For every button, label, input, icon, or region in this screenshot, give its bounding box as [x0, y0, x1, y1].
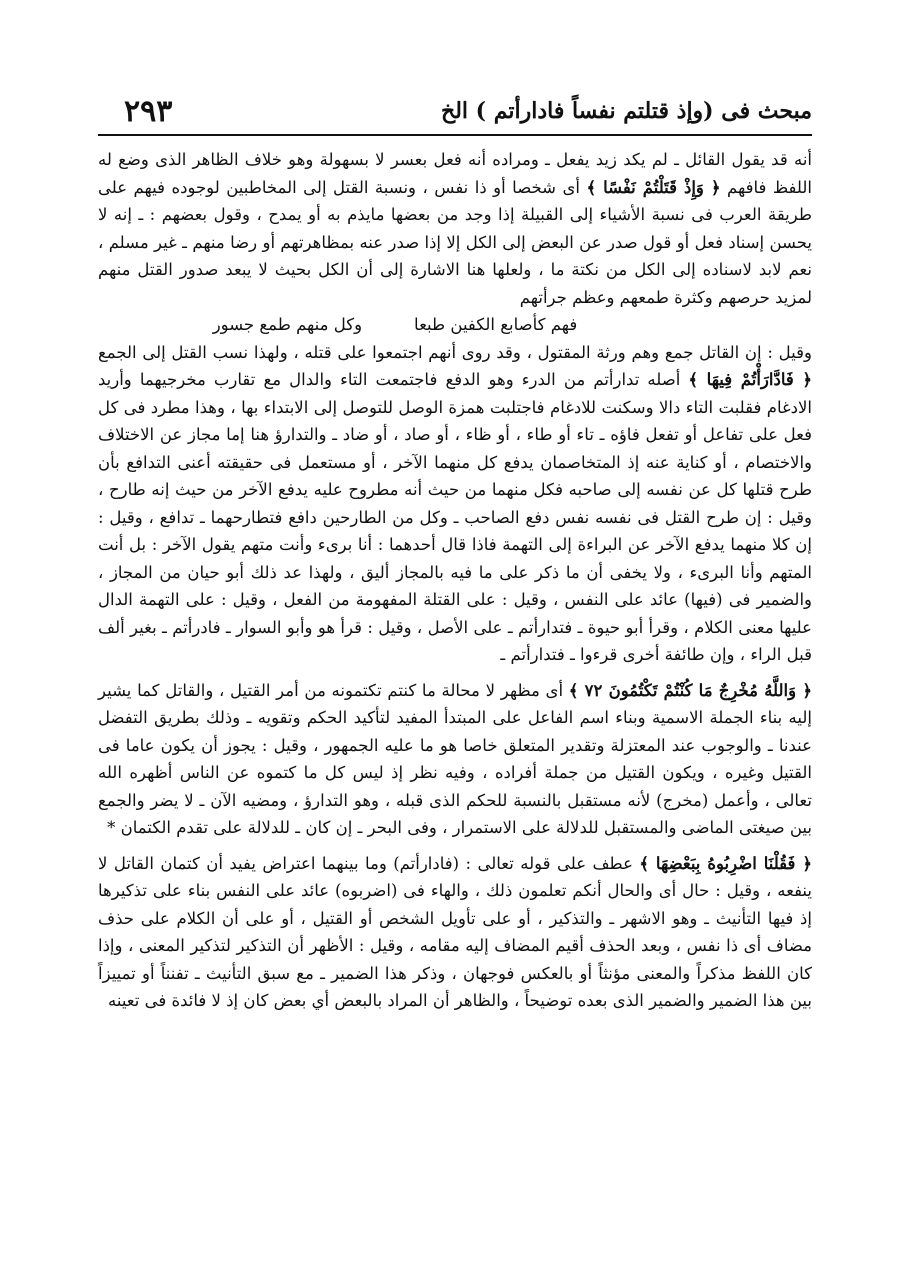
running-title: مبحث فى (وإذ قتلتم نفساً فادارأتم ) الخ [441, 98, 812, 124]
header-divider [98, 134, 812, 136]
poetry-verse [98, 311, 812, 339]
verse-second-hemistich: وكل منهم طمع جسور [212, 315, 363, 334]
paragraph-1 [98, 146, 812, 311]
paragraph-gap [98, 669, 812, 677]
body-text [98, 146, 812, 1015]
paragraph-2 [98, 339, 812, 669]
quran-verse-4: ﴿ فَقُلْنَا اضْرِبُوهُ بِبَعْضِهَا ﴾ [639, 853, 812, 873]
paragraph-2-text-after: أصله تدارأتم من الدرء وهو الدفع فاجتمعت التاء والدال مع تقارب مخرجيهما وأريد الادغام فقلبت التاء دالا وسكنت للادغام فاجتلبت همزة الوصل للتوصل إلى الابتداء بها ، وهذا مطرد فى كل فعل على تفاعل أو تفعل فاؤه ـ تاء أو طاء ، أو ظاء ، أو صاد ، أو ضاد ـ والتدارؤ هنا إما مجاز عن الاختلاف والاختصام ، أو كناية عنه إذ المتخاصمان يدفع كل منهما الآخر ، أو مستعمل فى حقيقته أعنى التدافع بأن طرح قتلها كل عن نفسه إلى صاحبه فكل منهما من حيث أنه مطروح عليه يدفع الآخر من حيث إنه طارح ، وقيل : إن طرح القتل فى نفسه نفس دفع الصاحب ـ وكل من الطارحين دافع فتطارحهما ـ تدافع ، وقيل : إن كلا منهما يدفع الآخر عن البراءة إلى التهمة فاذا قال أحدهما : أنا برىء وأنت متهم يقول الآخر : بل أنت المتهم وأنا البرىء ، ولا يخفى أن ما ذكر على ما فيه بالمجاز أليق ، ولهذا عد ذلك أبو حيان من المجاز ، والضمير فى (فيها) عائد على النفس ، وقيل : على القتلة المفهومة من الفعل ، وقيل : على التهمة الدال عليها معنى الكلام ، وقرأ أبو حيوة ـ فتدارأتم ـ على الأصل ، وقيل : قرأ هو وأبو السوار ـ فادرأتم ـ بغير ألف قبل الراء ، وإن طائفة أخرى قرءوا ـ فتدارأتم ـ [98, 370, 812, 664]
paragraph-1-text-after: أى شخصا أو ذا نفس ، ونسبة القتل إلى المخاطبين لوجوده فيهم على طريقة العرب فى نسبة الأشياء إلى القبيلة إذا وجد من بعضها مايذم به أو يمدح ، وقول بعضهم : ـ إنه لا يحسن إسناد فعل أو قول صدر عن البعض إلى الكل إلا إذا صدر عنه بمظاهرتهم أو رضا منهم ـ غير مسلم ، نعم لابد لاسناده إلى الكل من نكتة ما ، ولعلها هنا الاشارة إلى أن الكل بحيث لا يبعد صدور القتل منهم لمزيد حرصهم وكثرة طمعهم وعظم جرأتهم [98, 177, 812, 307]
page-number: ٢٩٣ [124, 94, 173, 129]
paragraph-4-text-after: عطف على قوله تعالى : (فادارأتم) وما بينهما اعتراض يفيد أن كتمان القاتل لا ينفعه ، وقيل : حال أى والحال أنكم تعلمون ذلك ، والهاء فى (اضربوه) عائد على النفس بناء على تذكيرها إذ فيها التأنيث ـ وهو الاشهر ـ والتذكير ، أو على تأويل الشخص أو القتيل ، أو على أن الكلام على حذف مضاف أى ذا نفس ، وبعد الحذف أقيم المضاف إليه مقامه ، وقيل : الأظهر أن التذكير لتذكير المعنى ، وإذا كان اللفظ مذكراً والمعنى مؤنثاً أو بالعكس فوجهان ، وذكر هذا الضمير ـ مع سبق التأنيث ـ تفنناً أو تمييزاً بين هذا الضمير والضمير الذى بعده توضيحاً ، والظاهر أن المراد بالبعض أي بعض كان إذ لا فائدة فى تعينه [98, 853, 812, 1010]
paragraph-4 [98, 850, 812, 1015]
paragraph-1-text-before: أنه قد يقول القائل ـ لم يكد زيد يفعل ـ ومراده أنه فعل بعسر لا بسهولة وهو خلاف الظاهر الذى وضع له اللفظ فافهم [98, 150, 812, 197]
paragraph-gap [98, 842, 812, 850]
quran-verse-1: ﴿ وَإِذْ قَتَلْتُمْ نَفْسًا ﴾ [586, 177, 721, 197]
page-header [100, 94, 812, 134]
paragraph-3-text-after: أى مظهر لا محالة ما كنتم تكتمونه من أمر القتيل ، والقاتل كما يشير إليه بناء الجملة الاسمية وبناء اسم الفاعل على المبتدأ المفيد لتأكيد الحكم وتقويه ـ وذلك بطريق التفضل عندنا ـ والوجوب عند المعتزلة وتقدير المتعلق خاصا هو ما عليه الجمهور ، وقيل : يجوز أن يكون عاما فى القتيل وغيره ، ويكون القتيل من جملة أفراده ، وفيه نظر إذ ليس كل ما كتموه عن الناس أظهره الله تعالى ، وأعمل (مخرج) لأنه مستقبل بالنسبة للحكم الذى قبله ، وهو التدارؤ ، ومضيه الآن ـ لا يضر والجمع بين صيغتى الماضى والمستقبل للدلالة على الاستمرار ، وفى البحر ـ إن كان ـ للدلالة على تقدم الكتمان * [98, 680, 812, 837]
verse-first-hemistich: فهم كأصابع الكفين طبعا [414, 315, 578, 334]
paragraph-2-text-before: وقيل : إن القاتل جمع وهم ورثة المقتول ، وقد روى أنهم اجتمعوا على قتله ، ولهذا نسب القتل إلى الجمع [98, 342, 812, 362]
paragraph-3 [98, 677, 812, 842]
quran-verse-2: ﴿ فَادَّارَأْتُمْ فِيهَا ﴾ [688, 370, 812, 389]
quran-verse-3: ﴿ وَاللَّهُ مُخْرِجٌ مَا كُنْتُمْ تَكْتُمُونَ ٧٢ ﴾ [568, 680, 812, 700]
